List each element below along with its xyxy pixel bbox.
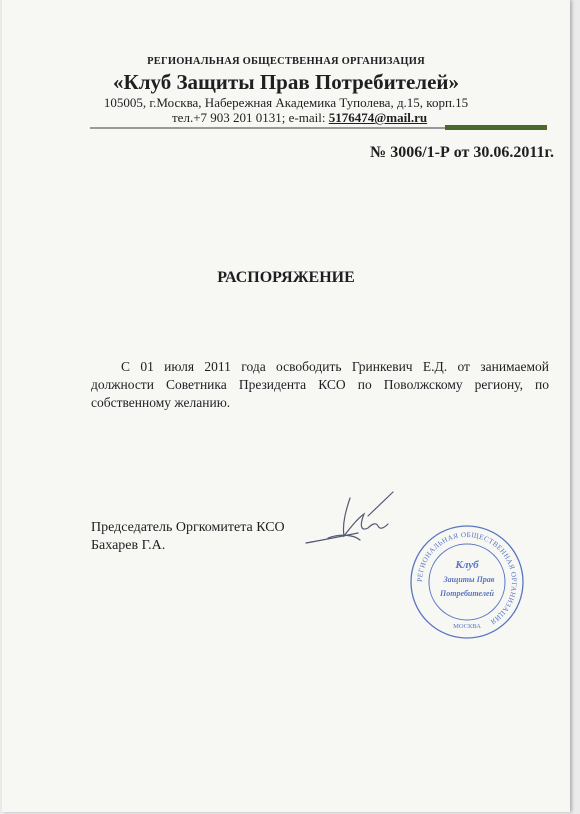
signer-name: Бахарев Г.А. bbox=[91, 538, 166, 553]
stamp-logo bbox=[439, 559, 495, 598]
document-body: С 01 июля 2011 года освободить Гринкевич Е.Д. от занимаемой должности Советника Президента КСО по Поволжскому региону, по собственному желанию. bbox=[91, 359, 549, 410]
stamp-ring-text: РЕГИОНАЛЬНАЯ ОБЩЕСТВЕННАЯ ОРГАНИЗАЦИЯ bbox=[415, 530, 519, 626]
header-rule bbox=[90, 127, 445, 129]
document-page bbox=[2, 0, 570, 812]
document-number: № 3006/1-Р от 30.06.2011г. bbox=[370, 144, 554, 161]
header-accent-rule bbox=[445, 125, 547, 130]
org-contacts bbox=[172, 110, 427, 126]
document-title: РАСПОРЯЖЕНИЕ bbox=[217, 269, 355, 286]
phone-label: тел.+7 903 201 0131; e-mail: bbox=[172, 110, 329, 125]
handwritten-signature bbox=[298, 488, 408, 550]
svg-text:Клуб: Клуб bbox=[455, 559, 479, 571]
stamp-city: МОСКВА bbox=[453, 623, 481, 630]
email-link[interactable]: 5176474@mail.ru bbox=[328, 110, 428, 125]
org-type: РЕГИОНАЛЬНАЯ ОБЩЕСТВЕННАЯ ОРГАНИЗАЦИЯ bbox=[147, 56, 425, 67]
svg-text:Потребителей: Потребителей bbox=[440, 589, 494, 598]
svg-text:Защиты Прав: Защиты Прав bbox=[443, 575, 495, 584]
org-name: «Клуб Защиты Прав Потребителей» bbox=[112, 70, 460, 94]
organization-stamp bbox=[409, 524, 525, 640]
org-address: 105005, г.Москва, Набережная Академика Туполева, д.15, корп.15 bbox=[103, 95, 469, 110]
signer-title: Председатель Оргкомитета КСО bbox=[91, 520, 285, 535]
